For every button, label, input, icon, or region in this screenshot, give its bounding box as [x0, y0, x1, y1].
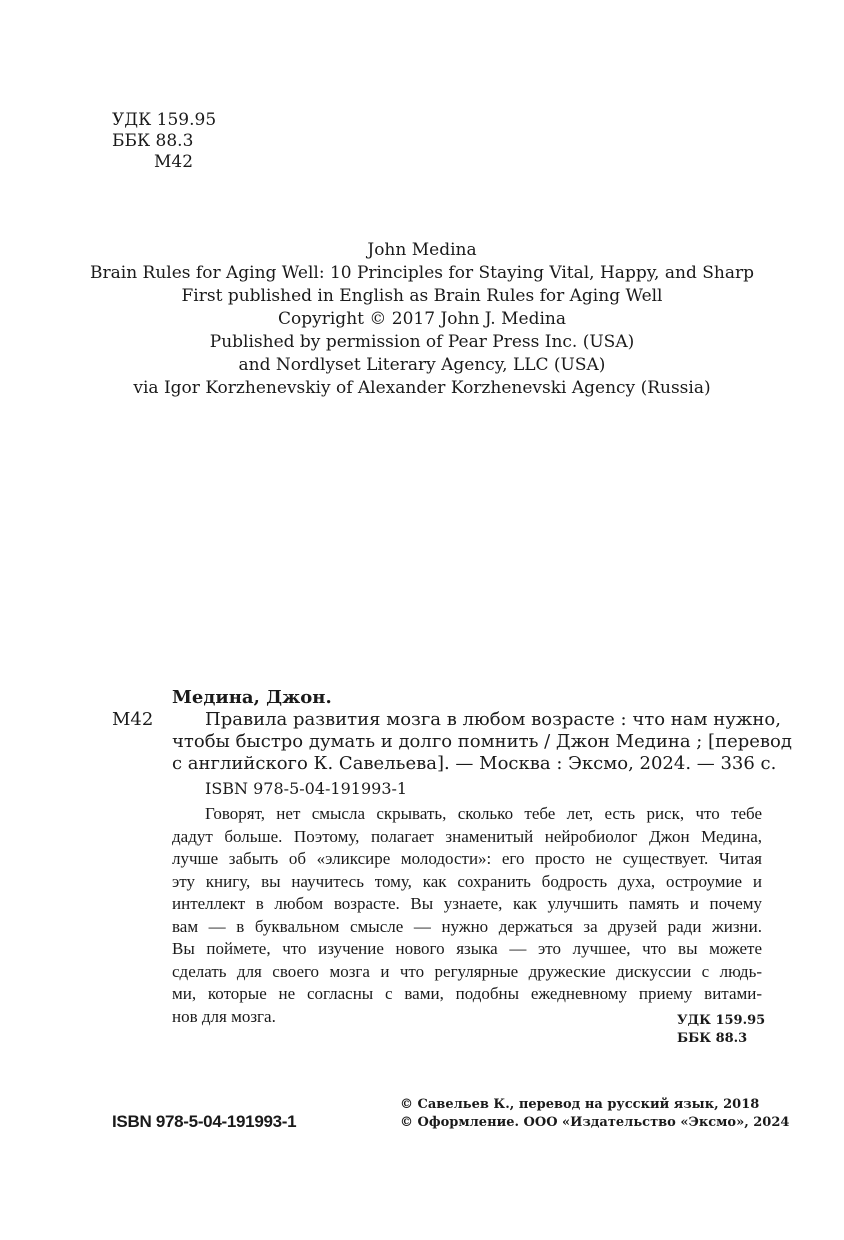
annotation-line: ми, которые не согласны с вами, подобны ежедневному приему витами- [172, 984, 762, 1003]
copyright-block [400, 1096, 789, 1132]
annotation-line: дадут больше. Поэтому, полагает знаменитый нейробиолог Джон Медина, [172, 826, 762, 846]
rights-line: First published in English as Brain Rules for Aging Well [181, 286, 663, 306]
catalog-bbk: ББК 88.3 [677, 1031, 748, 1046]
top-classification-codes [112, 110, 216, 173]
annotation-line: сделать для своего мозга и что регулярные дружеские дискуссии с людь- [172, 961, 762, 981]
catalog-codes [677, 1012, 765, 1048]
rights-line: via Igor Korzhenevskiy of Alexander Korzhenevski Agency (Russia) [133, 378, 711, 398]
cutter-code: М42 [154, 152, 194, 172]
copyright-design: © Оформление. ООО «Издательство «Эксмо», 2024 [400, 1115, 790, 1130]
biblio-line: Правила развития мозга в любом возрасте : что нам нужно, [205, 709, 781, 730]
copyright-translation: © Савельев К., перевод на русский язык, 2018 [400, 1097, 760, 1112]
rights-line: Published by permission of Pear Press Inc. (USA) [209, 332, 635, 352]
annotation-line: Говорят, нет смысла скрывать, сколько тебе лет, есть риск, что тебе [205, 804, 762, 823]
bbk-code: ББК 88.3 [112, 131, 194, 151]
rights-line: Copyright © 2017 John J. Medina [278, 309, 566, 329]
rights-line: John Medina [367, 240, 477, 260]
biblio-line: с английского К. Савельева]. — Москва : Эксмо, 2024. — 336 с. [172, 753, 777, 774]
catalog-cutter: М42 [112, 709, 154, 730]
bibliographic-description [172, 709, 792, 775]
biblio-line: чтобы быстро думать и долго помнить / Джон Медина ; [перевод [172, 731, 792, 752]
annotation-line: лучше забыть об «эликсире молодости»: его просто не существует. Читая [172, 849, 762, 868]
rights-line: Brain Rules for Aging Well: 10 Principles for Staying Vital, Happy, and Sharp [90, 263, 754, 283]
annotation-line: интеллект в любом возрасте. Вы узнаете, как улучшить память и почему [172, 894, 762, 913]
rights-notice [0, 239, 844, 400]
catalog-author: Медина, Джон. [172, 687, 332, 708]
annotation [172, 803, 762, 1028]
catalog-isbn: ISBN 978-5-04-191993-1 [205, 779, 408, 798]
annotation-line: эту книгу, вы научитесь тому, как сохранить бодрость духа, остроумие и [172, 871, 762, 891]
catalog-udk: УДК 159.95 [677, 1013, 766, 1028]
annotation-line: нов для мозга. [172, 1006, 276, 1026]
rights-line: and Nordlyset Literary Agency, LLC (USA) [238, 355, 606, 375]
footer-isbn: ISBN 978-5-04-191993-1 [112, 1112, 297, 1131]
annotation-line: Вы поймете, что изучение нового языка — это лучшее, что вы можете [172, 939, 762, 958]
annotation-line: вам — в буквальном смысле — нужно держаться за друзей ради жизни. [172, 916, 762, 936]
udk-code: УДК 159.95 [112, 110, 217, 130]
